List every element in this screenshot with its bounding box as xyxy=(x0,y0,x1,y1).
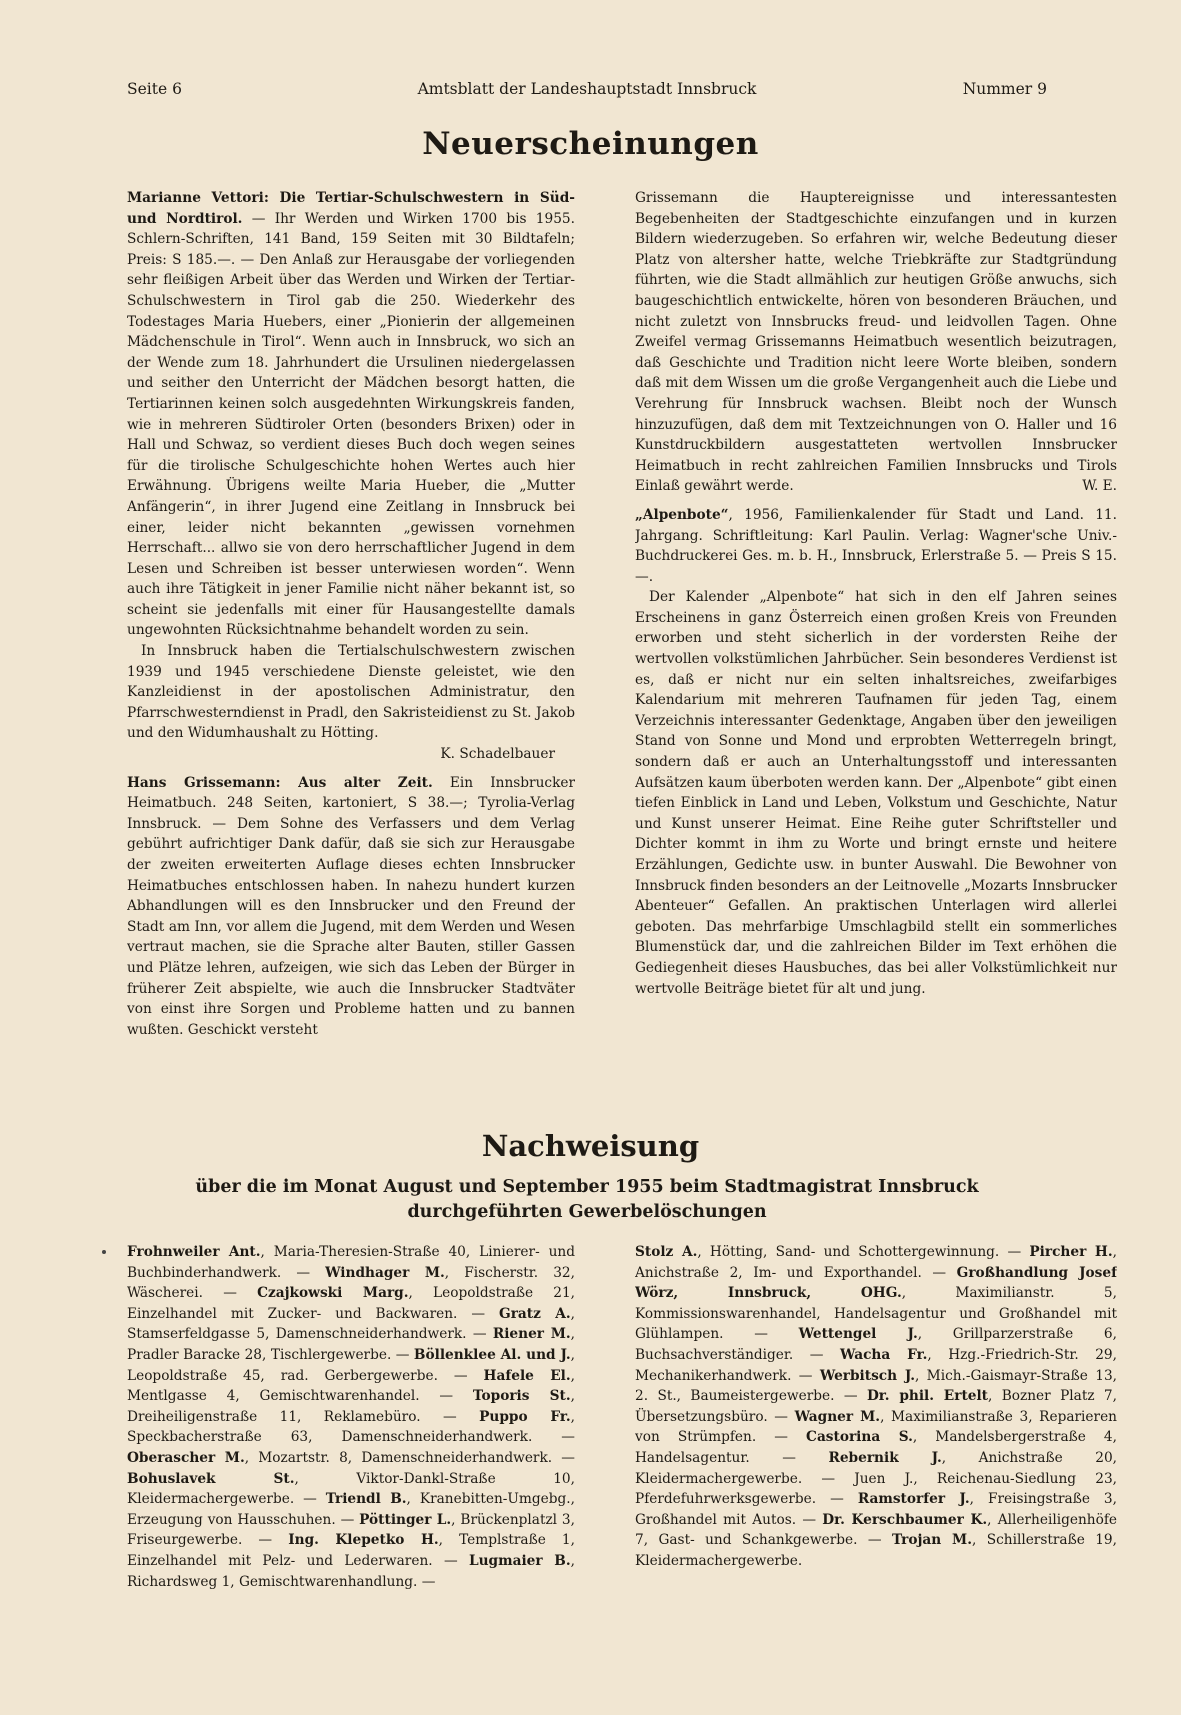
entry-details: , Freisingstraße 3, Großhandel mit Autos. — xyxy=(635,1491,1117,1528)
entry-details: , Schillerstraße 19, Kleidermachergewerbe. xyxy=(635,1532,1117,1569)
review-vettori xyxy=(127,188,575,641)
section-title-nachweisung: Nachweisung xyxy=(481,1129,700,1163)
review-heading: Hans Grissemann: Aus alter Zeit. xyxy=(127,774,433,791)
entry-details: , Fischerstr. 32, Wäscherei. — xyxy=(127,1264,575,1302)
entry-name: Triendl B. xyxy=(325,1491,407,1508)
entry-details: , Mozartstr. 8, Damenschneiderhandwerk. — xyxy=(244,1449,575,1466)
review-body: Ein Innsbrucker Heimatbuch. 248 Seiten, kartoniert, S 38.—; Tyrolia-Verlag Innsbruck. — Dem Sohne des Verfassers und dem Verlag gebührt aufrichtiger Dank dafür, daß sie sich zur Herausgabe der zweiten erweiterten Auflage dieses echten Innsbrucker Heimatbuches entschlossen haben. In nahezu hundert kurzen Abhandlungen will es den Innsbrucker und den Freund der Stadt am Inn, vor allem die Jugend, mit dem Werden und Wesen vertraut machen, sie die Sprache alter Bauten, stiller Gassen und Plätze lehren, aufzeigen, wie sich das Leben der Bürger in früherer Zeit abspielte, wie auch die Innsbrucker Stadtväter von einst ihre Sorgen und Probleme hatten und zu bannen wußten. Geschickt versteht xyxy=(127,774,575,1038)
entry-name: Pircher H. xyxy=(1029,1244,1113,1260)
reviews-column-left xyxy=(127,188,575,1088)
entry-name: Gratz A. xyxy=(499,1305,571,1322)
deletions-column-right xyxy=(635,1242,1117,1662)
section-title-neuerscheinungen: Neuerscheinungen xyxy=(422,126,759,162)
reviews-column-right xyxy=(635,188,1117,1088)
entry-name: Castorina S. xyxy=(806,1429,913,1446)
publication-title: Amtsblatt der Landeshauptstadt Innsbruck xyxy=(417,80,757,98)
page-number: Seite 6 xyxy=(127,80,182,98)
entry-name: Lugmaier B. xyxy=(468,1552,571,1569)
entry-name: Wagner M. xyxy=(794,1408,881,1425)
review-signature: W. E. xyxy=(1082,478,1117,495)
review-heading: „Alpenbote“ xyxy=(635,506,729,523)
bullet-mark xyxy=(102,1250,106,1254)
entry-name: Oberascher M. xyxy=(127,1449,245,1466)
entry-details: , Mandelsbergerstraße 4, Handelsagentur. — xyxy=(635,1429,1117,1466)
issue-number: Nummer 9 xyxy=(962,80,1047,98)
entry-details: , Anichstraße 2, Im- und Exporthandel. — xyxy=(635,1244,1117,1281)
entry-name: Riener M. xyxy=(492,1326,571,1343)
deletions-column-left xyxy=(127,1242,575,1662)
entry-name: Toporis St. xyxy=(472,1388,571,1405)
deletions-list xyxy=(635,1242,1117,1572)
entry-name: Trojan M. xyxy=(891,1532,972,1549)
review-paragraph: Der Kalender „Alpenbote“ hat sich in den elf Jahren seines Erscheinens in ganz Österreich einen großen Kreis von Freunden erworben und steht sicherlich in der vordersten Reihe der wertvollen volkstümlichen Jahrbücher. Sein besonderes Verdienst ist es, daß er nicht nur ein selten inhaltsreiches, zweifarbiges Kalendarium mit mehreren Taufnamen für jeden Tag, einem Verzeichnis interessanter Gedenktage, Angaben über den jeweiligen Stand von Sonne und Mond und erprobten Wetterregeln bringt, sondern daß er auch an Unterhaltungsstoff und interessanten Aufsätzen kaum überboten werden kann. Der „Alpenbote“ gibt einen tiefen Einblick in Land und Leben, Volkstum und Geschichte, Natur und Kunst unserer Heimat. Eine Reihe guter Schriftsteller und Dichter kommt in ihm zu Worte und bringt ernste und heitere Erzählungen, Gedichte usw. in bunter Auswahl. Die Bewohner von Innsbruck finden besonders an der Leitnovelle „Mozarts Innsbrucker Abenteuer“ Gefallen. An praktischen Unterlagen wird allerlei geboten. Das mehrfarbige Umschlagbild stellt ein sommerliches Blumenstück dar, und die zahlreichen Bilder im Text erhöhen die Gediegenheit dieses Hausbuches, das bei aller Volkstümlichkeit nur wertvolle Beiträge bietet für alt und jung. xyxy=(635,589,1117,997)
review-body: Grissemann die Hauptereignisse und interessantesten Begebenheiten der Stadtgeschichte einzufangen und in kurzen Bildern wiederzugeben. So erfahren wir, welche Bedeutung dieser Platz von altersher hatte, welche Triebkräfte zur Stadtgründung führten, wie die Stadt allmählich zur heutigen Größe anwuchs, sich baugeschichtlich entwickelte, hören von besonderen Bräuchen, und nicht zuletzt von Innsbrucks freud- und leidvollen Tagen. Ohne Zweifel vermag Grissemanns Heimatbuch wesentlich beizutragen, daß Geschichte und Tradition nicht leere Worte bleiben, sondern daß mit dem Wissen um die große Vergangenheit auch die Liebe und Verehrung für Innsbruck wachsen. Bleibt noch der Wunsch hinzuzufügen, daß dem mit Textzeichnungen von O. Haller und 16 Kunstdruckbildern ausgestatteten wertvollen Innsbrucker Heimatbuch in recht zahlreichen Familien Innsbrucks und Tirols Einlaß gewährt werde. xyxy=(635,190,1117,495)
review-alpenbote xyxy=(635,505,1117,587)
entry-name: Puppo Fr. xyxy=(479,1408,571,1425)
entry-details: , Speckbacherstraße 63, Damenschneiderhandwerk. — xyxy=(127,1408,575,1446)
entry-details: , Maria-Theresien-Straße 40, Linierer- und Buchbinderhandwerk. — xyxy=(127,1244,575,1281)
entry-details: , Maximilianstraße 3, Reparieren von Strümpfen. — xyxy=(635,1408,1117,1446)
review-heading: Marianne Vettori: Die Tertiar-Schulschwestern in Süd- und Nordtirol. xyxy=(127,190,575,227)
entry-name: Ing. Klepetko H. xyxy=(288,1532,439,1549)
review-body: — Ihr Werden und Wirken 1700 bis 1955. Schlern-Schriften, 141 Band, 159 Seiten mit 30 Bildtafeln; Preis: S 185.—. — Den Anlaß zur Herausgabe der vorliegenden sehr fleißigen Arbeit über das Werden und Wirken der Tertiar-Schulschwestern in Tirol gab die 250. Wiederkehr des Todestages Maria Huebers, einer „Pionierin der allgemeinen Mädchenschule in Tirol“. Wenn auch in Innsbruck, wo sich an der Wende zum 18. Jahrhundert die Ursulinen niedergelassen und seither den Unterricht der Mädchen besorgt hatten, die Tertiarinnen keinen solch ausgedehnten Wirkungskreis fanden, wie in mehreren Südtiroler Orten (besonders Brixen) oder in Hall und Schwaz, so verdient dieses Buch doch wegen seines für die tirolische Schulgeschichte hohen Wertes auch hier Erwähnung. Übrigens weilte Maria Hueber, die „Mutter Anfängerin“, in ihrer Jugend eine Zeitlang in Innsbruck bei einer, leider nicht bekannten „gewissen vornehmen Herrschaft... allwo sie von dero herrschaftlicher Jugend in dem Lesen und Schreiben ist besser unterwiesen worden“. Wenn auch ihre Tätigkeit in jener Familie nicht näher bekannt ist, so scheint sie jedenfalls mit einer für Hausangestellte damals ungewohnten Rücksichtnahme behandelt worden zu sein. xyxy=(127,210,575,639)
entry-name: Windhager M. xyxy=(325,1264,445,1281)
entry-details: , Maximilianstr. 5, Kommissionswarenhandel, Handelsagentur und Großhandel mit Glühlampen. — xyxy=(635,1285,1117,1343)
deletions-list xyxy=(127,1242,575,1592)
entry-name: Bohuslavek St. xyxy=(127,1470,295,1487)
entry-details: , Dreiheiligenstraße 11, Reklamebüro. — xyxy=(127,1388,575,1425)
entry-name: Böllenklee Al. und J. xyxy=(413,1346,571,1363)
entry-name: Großhandlung Josef Wörz, Innsbruck, OHG. xyxy=(635,1264,1117,1302)
entry-details: , Richardsweg 1, Gemischtwarenhandlung. — xyxy=(127,1552,575,1590)
entry-name: Czajkowski Marg. xyxy=(257,1285,409,1302)
entry-details: , Allerheiligenhöfe 7, Gast- und Schankgewerbe. — xyxy=(635,1511,1117,1549)
entry-details: , Viktor-Dankl-Straße 10, Kleidermachergewerbe. — xyxy=(127,1470,575,1508)
entry-details: , Grillparzerstraße 6, Buchsachverständiger. — xyxy=(635,1326,1117,1363)
review-signature: K. Schadelbauer xyxy=(440,746,555,763)
entry-details: , Leopoldstraße 45, rad. Gerbergewerbe. — xyxy=(127,1346,575,1384)
entry-details: , Leopoldstraße 21, Einzelhandel mit Zucker- und Backwaren. — xyxy=(127,1285,575,1322)
review-grissemann-cont xyxy=(635,188,1117,497)
entry-details: , Mich.-Gaismayr-Straße 13, 2. St., Baumeistergewerbe. — xyxy=(635,1367,1117,1405)
entry-name: Stolz A. xyxy=(635,1244,698,1260)
entry-details: , Bozner Platz 7, Übersetzungsbüro. — xyxy=(635,1388,1117,1425)
entry-details: , Anichstraße 20, Kleidermachergewerbe. — Juen J., Reichenau-Siedlung 23, Pferdefuhrwerksgewerbe. — xyxy=(635,1449,1117,1508)
page-header xyxy=(127,80,1047,102)
review-body: , 1956, Familienkalender für Stadt und Land. 11. Jahrgang. Schriftleitung: Karl Paulin. Verlag: Wagner'sche Univ.-Buchdruckerei Ges. m. b. H., Innsbruck, Erlerstraße 5. — Preis S 15.—. xyxy=(635,506,1117,585)
review-grissemann xyxy=(127,773,575,1041)
entry-details: , Hötting, Sand- und Schottergewinnung. — xyxy=(697,1244,1030,1260)
entry-details: , Brückenplatzl 3, Friseurgewerbe. — xyxy=(127,1511,575,1549)
entry-details: , Kranebitten-Umgebg., Erzeugung von Hausschuhen. — xyxy=(127,1491,575,1528)
entry-name: Ramstorfer J. xyxy=(857,1491,970,1508)
entry-name: Pöttinger L. xyxy=(359,1511,452,1528)
entry-name: Wacha Fr. xyxy=(840,1346,928,1363)
entry-details: , Hzg.-Friedrich-Str. 29, Mechanikerhandwerk. — xyxy=(635,1346,1117,1384)
entry-name: Wettengel J. xyxy=(798,1326,918,1343)
entry-name: Dr. phil. Ertelt xyxy=(866,1388,988,1405)
entry-details: , Stamserfeldgasse 5, Damenschneiderhandwerk. — xyxy=(127,1305,575,1343)
entry-details: , Pradler Baracke 28, Tischlergewerbe. — xyxy=(127,1326,575,1363)
entry-name: Dr. Kerschbaumer K. xyxy=(822,1511,988,1528)
entry-name: Werbitsch J. xyxy=(819,1367,915,1384)
section-subtitle: über die im Monat August und September 1955 beim Stadtmagistrat Innsbruck durchgeführten Gewerbelöschungen xyxy=(195,1177,979,1222)
entry-name: Frohnweiler Ant. xyxy=(127,1244,261,1260)
entry-details: , Mentlgasse 4, Gemischtwarenhandel. — xyxy=(127,1367,575,1405)
entry-name: Hafele El. xyxy=(483,1367,571,1384)
review-paragraph: In Innsbruck haben die Tertialschulschwestern zwischen 1939 und 1945 verschiedene Dienste geleistet, wie den Kanzleidienst in der apostolischen Administratur, den Pfarrschwesterndienst in Pradl, den Sakristeidienst zu St. Jakob und den Widumhaushalt zu Hötting. xyxy=(127,643,575,742)
entry-details: , Templstraße 1, Einzelhandel mit Pelz- und Lederwaren. — xyxy=(127,1532,575,1569)
entry-name: Rebernik J. xyxy=(828,1449,942,1466)
